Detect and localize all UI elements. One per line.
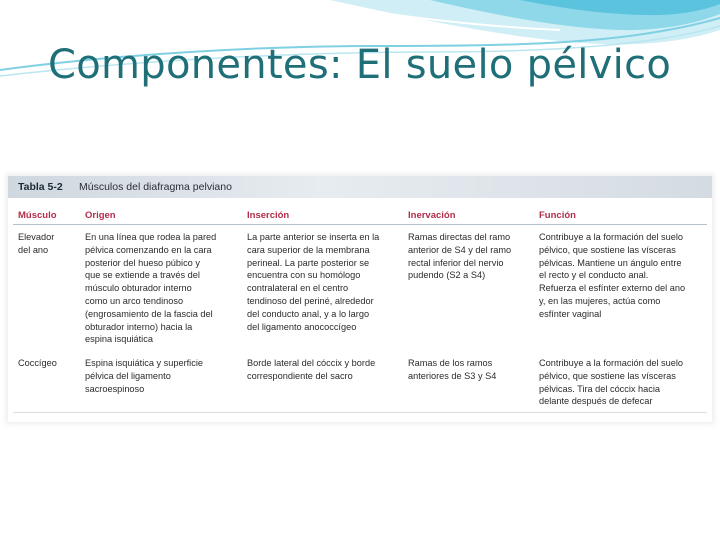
pelvic-floor-muscles-table — [8, 176, 712, 422]
table-caption: Músculos del diafragma pelviano — [79, 181, 232, 193]
slide-title: Componentes: El suelo pélvico — [48, 42, 672, 88]
header-musculo: Músculo — [18, 210, 57, 221]
row2-origen: Espina isquiática y superficie pélvica del ligamento sacroespinoso — [85, 358, 203, 394]
header-funcion: Función — [539, 210, 576, 221]
table-bottom-divider — [13, 412, 707, 413]
table-caption-bar — [8, 176, 712, 198]
row2-insercion: Borde lateral del cóccix y borde correspondiente del sacro — [247, 358, 376, 381]
row1-musculo: Elevador del ano — [18, 232, 55, 255]
row2-inervacion: Ramas de los ramos anteriores de S3 y S4 — [408, 358, 497, 381]
row1-funcion: Contribuye a la formación del suelo pélvico, que sostiene las vísceras pélvicas. Mantiene un ángulo entre el recto y el conducto anal. Refuerza el esfínter externo del ano y, en las mujeres, actúa como esfínter vaginal — [539, 232, 686, 319]
header-divider — [13, 224, 707, 225]
header-inervacion: Inervación — [408, 210, 456, 221]
row1-inervacion: Ramas directas del ramo anterior de S4 y del ramo rectal inferior del nervio pudendo (S2 a S4) — [408, 232, 512, 281]
row1-insercion: La parte anterior se inserta en la cara superior de la membrana perineal. La parte posterior se encuentra con su homólogo contralateral en el centro tendinoso del periné, alrededor del conducto anal, y a lo largo del ligamento anococcígeo — [247, 232, 380, 332]
row2-funcion: Contribuye a la formación del suelo pélvico, que sostiene las vísceras pélvicas. Tira del cóccix hacia delante después de defecar — [539, 358, 684, 407]
header-insercion: Inserción — [247, 210, 290, 221]
row1-origen: En una línea que rodea la pared pélvica comenzando en la cara posterior del hueso púbico y que se extiende a través del músculo obturador interno como un arco tendinoso (engrosamiento de la fascia del obturador interno) hacia la espina isquiática — [85, 232, 217, 345]
header-origen: Origen — [85, 210, 116, 221]
table-number: Tabla 5-2 — [18, 181, 63, 193]
row2-musculo: Coccígeo — [18, 358, 57, 368]
